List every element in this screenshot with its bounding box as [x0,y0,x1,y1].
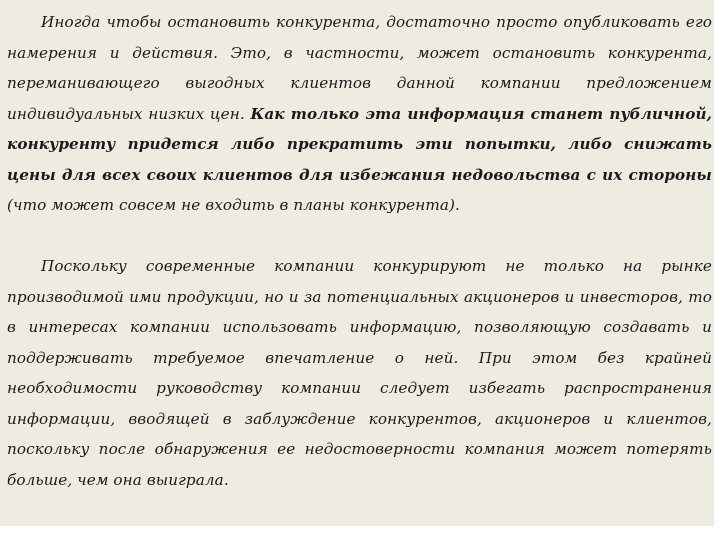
paragraph-1 [7,7,712,221]
paragraph-1-bold: Как только эта информация станет публичной, конкуренту придется либо прекратить эти попытки, либо снижать цены для всех своих клиентов для избежания недовольства с их стороны [7,104,712,184]
paragraph-1-end: (что может совсем не входить в планы конкурента). [7,196,460,214]
paragraph-1-start: Иногда чтобы остановить конкурента, достаточно просто опубликовать его намерения и действия. Это, в частности, может остановить конкурента, переманивающего выгодных клиентов данной компании предложением индивидуальных низких цен. [7,13,712,123]
paragraph-2: Поскольку современные компании конкурируют не только на рынке производимой ими продукции, но и за потенциальных акционеров и инвесторов, то в интересах компании использовать информацию, позволяющую создавать и поддерживать требуемое впечатление о ней. При этом без крайней необходимости руководству компании следует избегать распространения информации, вводящей в заблуждение конкурентов, акционеров и клиентов, поскольку после обнаружения ее недостоверности компания может потерять больше, чем она выиграла. [7,257,712,489]
text-body [7,7,712,495]
